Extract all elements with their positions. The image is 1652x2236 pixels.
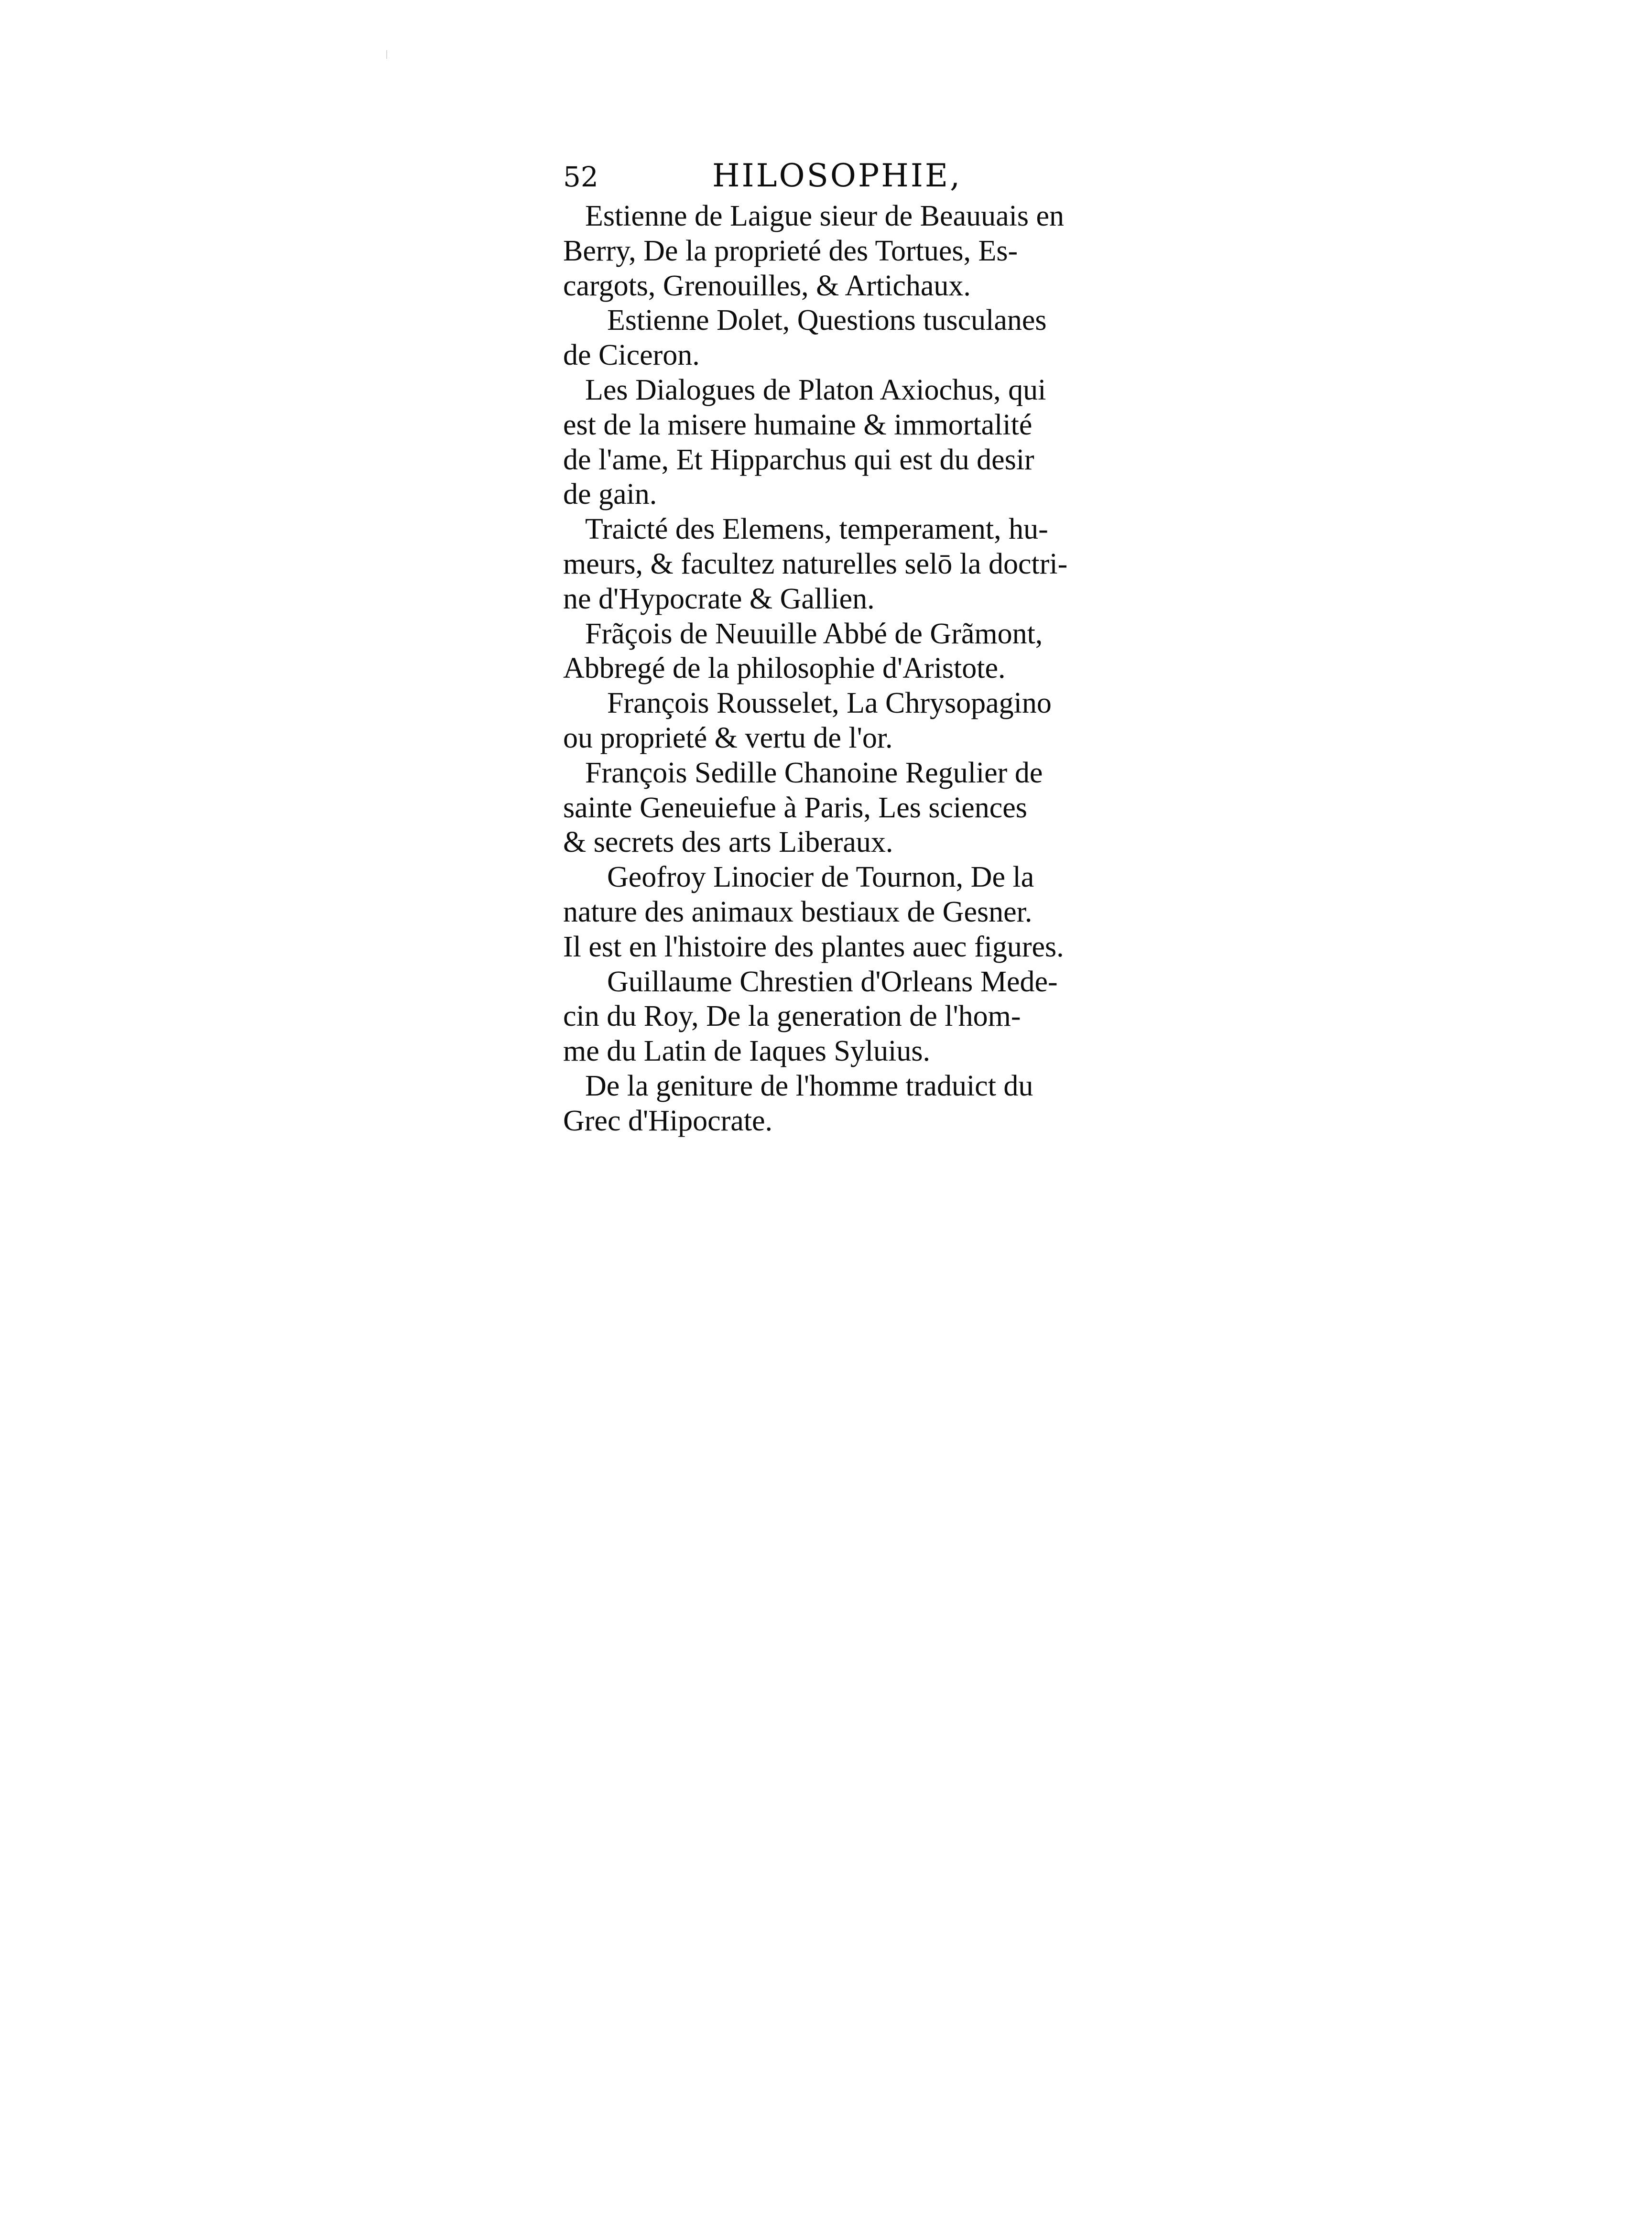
text-line: Geofroy Linocier de Tournon, De la [607, 861, 1034, 894]
text-line: Traicté des Elemens, temperament, hu- [585, 513, 1048, 546]
text-line: meurs, & facultez naturelles selō la doctri- [563, 547, 1068, 580]
page-number: 52 [563, 161, 598, 193]
text-line: Berry, De la proprieté des Tortues, Es- [563, 234, 1018, 267]
text-block [563, 153, 1137, 1139]
text-line: cargots, Grenouilles, & Artichaux. [563, 269, 971, 302]
text-line: Il est en l'histoire des plantes auec figures. [563, 930, 1064, 963]
text-line: nature des animaux bestiaux de Gesner. [563, 895, 1032, 928]
text-line: de l'ame, Et Hipparchus qui est du desir [563, 443, 1034, 476]
text-line: de Ciceron. [563, 339, 700, 372]
text-line: Estienne de Laigue sieur de Beauuais en [585, 200, 1064, 232]
text-line: est de la misere humaine & immortalité [563, 408, 1032, 441]
text-line: cin du Roy, De la generation de l'hom- [563, 1000, 1021, 1033]
running-title: HILOSOPHIE, [712, 157, 962, 194]
text-line: Abbregé de la philosophie d'Aristote. [563, 652, 1006, 685]
text-line: & secrets des arts Liberaux. [563, 826, 893, 859]
text-line: Frãçois de Neuuille Abbé de Grãmont, [585, 617, 1043, 650]
text-line: ne d'Hypocrate & Gallien. [563, 582, 875, 615]
text-line: de gain. [563, 478, 657, 511]
text-line: De la geniture de l'homme traduict du [585, 1069, 1033, 1102]
text-line: ou proprieté & vertu de l'or. [563, 721, 893, 754]
text-line: François Rousselet, La Chrysopagino [607, 687, 1052, 720]
text-line: Grec d'Hipocrate. [563, 1104, 773, 1137]
running-head [563, 153, 1137, 199]
entry-list [563, 199, 1137, 1139]
text-line: me du Latin de Iaques Syluius. [563, 1035, 930, 1068]
text-line: sainte Geneuiefue à Paris, Les sciences [563, 791, 1027, 824]
text-line: François Sedille Chanoine Regulier de [585, 756, 1043, 789]
text-line: Guillaume Chrestien d'Orleans Mede- [607, 965, 1058, 998]
text-line: Les Dialogues de Platon Axiochus, qui [585, 373, 1046, 406]
text-line: Estienne Dolet, Questions tusculanes [607, 304, 1047, 337]
scan-edge-mark [386, 50, 387, 59]
